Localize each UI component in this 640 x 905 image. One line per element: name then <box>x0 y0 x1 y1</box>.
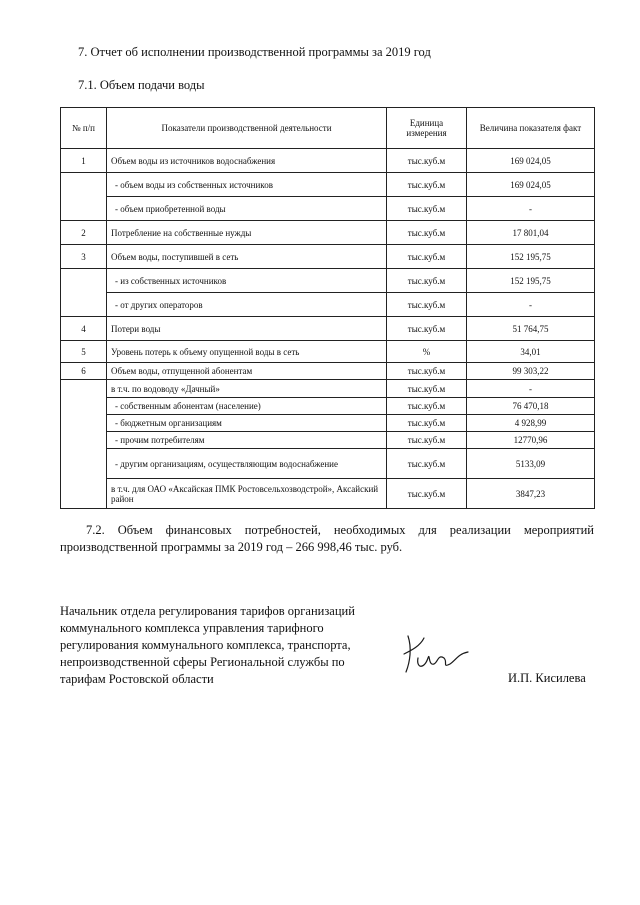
row-unit: тыс.куб.м <box>387 197 467 221</box>
row-number <box>61 269 107 317</box>
table-row <box>61 317 595 341</box>
paragraph-line-1: 7.2. Объем финансовых потребностей, необходимых для реализации мероприятий <box>86 523 594 537</box>
row-indicator: - бюджетным организациям <box>107 415 387 432</box>
signer-name: И.П. Кисилева <box>508 671 586 685</box>
row-unit: тыс.куб.м <box>387 432 467 449</box>
row-unit: тыс.куб.м <box>387 415 467 432</box>
row-indicator: - объем воды из собственных источников <box>107 173 387 197</box>
col-header-value: Величина показателя факт <box>467 108 595 149</box>
row-indicator: Объем воды из источников водоснабжения <box>107 149 387 173</box>
col-header-number: № п/п <box>61 108 107 149</box>
financial-needs-paragraph <box>60 522 594 556</box>
row-unit: тыс.куб.м <box>387 293 467 317</box>
row-unit: тыс.куб.м <box>387 449 467 479</box>
signer-position: Начальник отдела регулирования тарифов организаций коммунального комплекса управления тарифного регулирования коммунального комплекса, транспорта, непроизводственной сферы Региональной службы по тарифам Ростовской области <box>60 604 355 686</box>
table-row <box>61 363 595 380</box>
row-unit: тыс.куб.м <box>387 269 467 293</box>
row-value: 152 195,75 <box>467 269 595 293</box>
row-indicator: Уровень потерь к объему опущенной воды в сеть <box>107 341 387 363</box>
row-value: 51 764,75 <box>467 317 595 341</box>
row-value: 5133,09 <box>467 449 595 479</box>
row-value: 99 303,22 <box>467 363 595 380</box>
table-row <box>61 432 595 449</box>
water-supply-table <box>60 107 595 509</box>
row-unit: тыс.куб.м <box>387 363 467 380</box>
row-value: 17 801,04 <box>467 221 595 245</box>
row-number: 4 <box>61 317 107 341</box>
row-indicator: - другим организациям, осуществляющим водоснабжение <box>107 449 387 479</box>
table-row <box>61 380 595 398</box>
table-row <box>61 449 595 479</box>
row-indicator: - собственным абонентам (население) <box>107 398 387 415</box>
table-row <box>61 293 595 317</box>
table-row <box>61 149 595 173</box>
table-row <box>61 269 595 293</box>
row-indicator: Потребление на собственные нужды <box>107 221 387 245</box>
row-unit: тыс.куб.м <box>387 221 467 245</box>
row-unit: тыс.куб.м <box>387 245 467 269</box>
handwritten-signature <box>398 628 478 678</box>
row-indicator: Потери воды <box>107 317 387 341</box>
paragraph-line-2: производственной программы за 2019 год – 266 998,46 тыс. руб. <box>60 540 403 554</box>
row-indicator: - от других операторов <box>107 293 387 317</box>
table-header-row <box>61 108 595 149</box>
row-indicator: в т.ч. для ОАО «Аксайская ПМК Ростовсельхозводстрой», Аксайский район <box>107 479 387 509</box>
subsection-heading: 7.1. Объем подачи воды <box>78 78 205 92</box>
table-row <box>61 479 595 509</box>
table-row <box>61 415 595 432</box>
row-unit: тыс.куб.м <box>387 380 467 398</box>
table-row <box>61 245 595 269</box>
row-value: 3847,23 <box>467 479 595 509</box>
col-header-indicator: Показатели производственной деятельности <box>107 108 387 149</box>
row-number: 3 <box>61 245 107 269</box>
row-value: - <box>467 380 595 398</box>
row-unit: тыс.куб.м <box>387 173 467 197</box>
row-value: - <box>467 197 595 221</box>
row-indicator: Объем воды, поступившей в сеть <box>107 245 387 269</box>
row-value: 169 024,05 <box>467 173 595 197</box>
row-number <box>61 380 107 509</box>
row-value: 34,01 <box>467 341 595 363</box>
row-value: - <box>467 293 595 317</box>
table-row <box>61 173 595 197</box>
section-heading: 7. Отчет об исполнении производственной программы за 2019 год <box>78 45 431 59</box>
row-indicator: Объем воды, отпущенной абонентам <box>107 363 387 380</box>
row-indicator: в т.ч. по водоводу «Дачный» <box>107 380 387 398</box>
row-number: 5 <box>61 341 107 363</box>
row-indicator: - из собственных источников <box>107 269 387 293</box>
row-value: 152 195,75 <box>467 245 595 269</box>
row-unit: тыс.куб.м <box>387 479 467 509</box>
row-indicator: - объем приобретенной воды <box>107 197 387 221</box>
table-row <box>61 398 595 415</box>
row-unit: тыс.куб.м <box>387 398 467 415</box>
row-unit: тыс.куб.м <box>387 317 467 341</box>
row-value: 169 024,05 <box>467 149 595 173</box>
row-unit: тыс.куб.м <box>387 149 467 173</box>
table-row <box>61 197 595 221</box>
row-number: 1 <box>61 149 107 173</box>
row-number <box>61 173 107 221</box>
col-header-unit: Единица измерения <box>387 108 467 149</box>
row-value: 12770,96 <box>467 432 595 449</box>
row-indicator: - прочим потребителям <box>107 432 387 449</box>
row-number: 6 <box>61 363 107 380</box>
row-number: 2 <box>61 221 107 245</box>
table-row <box>61 221 595 245</box>
row-value: 4 928,99 <box>467 415 595 432</box>
row-unit: % <box>387 341 467 363</box>
table-row <box>61 341 595 363</box>
row-value: 76 470,18 <box>467 398 595 415</box>
